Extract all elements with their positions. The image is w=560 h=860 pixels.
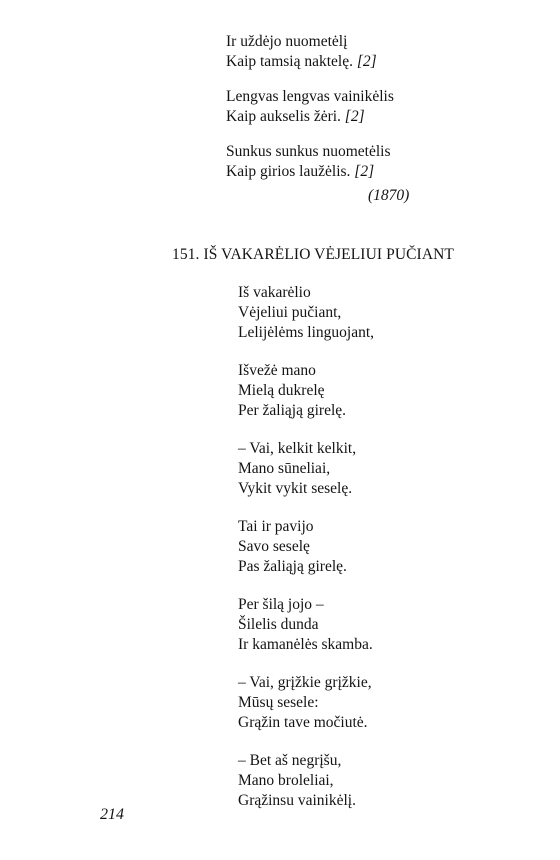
poem-title: 151. IŠ VAKARĖLIO VĖJELIUI PUČIANT	[172, 246, 454, 263]
verse-line: Kaip aukselis žėri. [2]	[226, 108, 365, 125]
repeat-mark: [2]	[356, 53, 377, 70]
verse-line: Ir kamanėlės skamba.	[238, 636, 373, 653]
verse-line: – Vai, kelkit kelkit,	[238, 440, 357, 457]
verse-line: Per žaliąją girelę.	[238, 402, 347, 419]
verse-line: Pas žaliąją girelę.	[238, 558, 347, 575]
verse-line: Išvežė mano	[238, 362, 316, 379]
verse-line: Savo seselę	[238, 538, 310, 555]
verse-line: Mielą dukrelę	[238, 382, 325, 399]
stanza-2	[238, 361, 374, 421]
verse-line: Sunkus sunkus nuometėlis	[226, 143, 391, 160]
previous-poem-ending	[226, 32, 394, 197]
repeat-mark: [2]	[344, 108, 365, 125]
verse-line: – Vai, grįžkie grįžkie,	[238, 674, 372, 691]
verse-line: Ir uždėjo nuometėlį	[226, 33, 348, 50]
stanza-3	[238, 439, 374, 499]
verse-line: Kaip girios laužėlis. [2]	[226, 163, 375, 180]
verse-line: Tai ir pavijo	[238, 518, 314, 535]
verse-line: Grąžin tave močiutė.	[238, 714, 368, 731]
stanza-1	[238, 283, 374, 343]
page-number: 214	[100, 806, 124, 823]
verse-line: Lengvas lengvas vainikėlis	[226, 88, 394, 105]
repeat-mark: [2]	[354, 163, 375, 180]
previous-stanza-2	[226, 87, 394, 127]
verse-line: Šilelis dunda	[238, 616, 319, 633]
verse-line: Per šilą jojo –	[238, 596, 324, 613]
stanza-5	[238, 595, 374, 655]
verse-line: Iš vakarėlio	[238, 284, 311, 301]
stanza-6	[238, 673, 374, 733]
previous-stanza-3	[226, 142, 394, 182]
verse-line: Kaip tamsią naktelę. [2]	[226, 53, 377, 70]
stanza-4	[238, 517, 374, 577]
poem-body	[238, 283, 374, 811]
verse-line: Vėjeliui pučiant,	[238, 304, 342, 321]
verse-line: Lelijėlėms linguojant,	[238, 324, 375, 341]
poem-year: (1870)	[368, 187, 410, 204]
verse-line: Mano sūneliai,	[238, 460, 331, 477]
verse-line: Mano broleliai,	[238, 772, 334, 789]
verse-line: Vykit vykit seselę.	[238, 480, 353, 497]
verse-line: Mūsų sesele:	[238, 694, 319, 711]
verse-line: – Bet aš negrįšu,	[238, 752, 342, 769]
verse-line: Grąžinsu vainikėlį.	[238, 792, 356, 809]
stanza-7	[238, 751, 374, 811]
previous-stanza-1	[226, 32, 394, 72]
